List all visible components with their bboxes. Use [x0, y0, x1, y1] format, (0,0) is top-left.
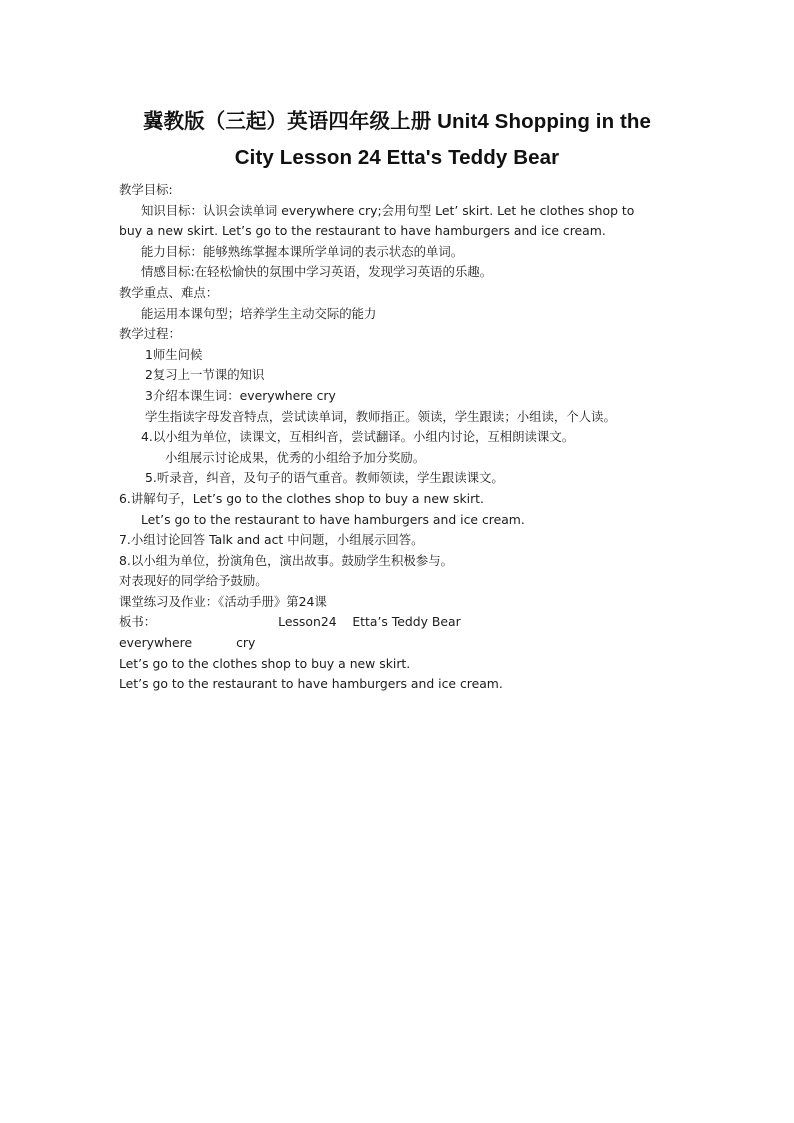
board-sentence-2: Let’s go to the restaurant to have hamburgers and ice cream.	[119, 676, 503, 692]
board-title: Lesson24 Etta’s Teddy Bear	[278, 614, 461, 630]
board-sentence-1: Let’s go to the clothes shop to buy a new skirt.	[119, 655, 411, 671]
process-heading: 教学过程：	[119, 326, 181, 342]
board-label: 板书：	[119, 614, 157, 630]
step-1: 1师生问候	[145, 346, 203, 362]
step-3-detail: 学生指读字母发音特点，尝试读单词，教师指正。领读，学生跟读；小组读，个人读。	[145, 408, 616, 424]
step-8: 8.以小组为单位，扮演角色，演出故事。鼓励学生积极参与。	[119, 552, 453, 568]
document-title-line2: City Lesson 24 Etta's Teddy Bear	[234, 146, 560, 169]
document-body	[119, 180, 689, 695]
step-6: 6.讲解句子，Let’s go to the clothes shop to buy a new skirt.	[119, 490, 484, 506]
knowledge-objective-line1: 知识目标：认识会读单词 everywhere cry;会用句型 Let’ skirt. Let he clothes shop to	[141, 202, 635, 218]
document-title-line1: 冀教版（三起）英语四年级上册 Unit4 Shopping in the	[142, 110, 652, 133]
homework-text: 课堂练习及作业：《活动手册》第24课	[119, 593, 327, 609]
step-3: 3介绍本课生词：everywhere cry	[145, 387, 336, 403]
keypoints-text: 能运用本课句型；培养学生主动交际的能力	[141, 305, 377, 321]
step-5: 5.听录音，纠音，及句子的语气重音。教师领读，学生跟读课文。	[145, 470, 504, 486]
step-4: 4.以小组为单位，读课文，互相纠音，尝试翻译。小组内讨论，互相朗读课文。	[141, 429, 575, 445]
step-6-detail: Let’s go to the restaurant to have hamburgers and ice cream.	[141, 511, 525, 527]
board-word-2: cry	[236, 635, 256, 651]
board-words	[119, 633, 689, 654]
praise-text: 对表现好的同学给予鼓励。	[119, 573, 268, 589]
step-7: 7.小组讨论回答 Talk and act 中问题，小组展示回答。	[119, 532, 424, 548]
ability-objective: 能力目标：能够熟练掌握本课所学单词的表示状态的单词。	[141, 243, 464, 259]
step-4-detail: 小组展示讨论成果，优秀的小组给予加分奖励。	[165, 449, 426, 465]
knowledge-objective-line2: buy a new skirt. Let’s go to the restaurant to have hamburgers and ice cream.	[119, 223, 606, 239]
board-word-1: everywhere	[119, 635, 193, 651]
step-2: 2复习上一节课的知识	[145, 367, 265, 383]
objectives-heading: 教学目标:	[119, 182, 173, 197]
emotion-objective: 情感目标:在轻松愉快的氛围中学习英语，发现学习英语的乐趣。	[141, 264, 493, 280]
board-header	[119, 612, 689, 633]
keypoints-heading: 教学重点、难点：	[119, 284, 219, 300]
